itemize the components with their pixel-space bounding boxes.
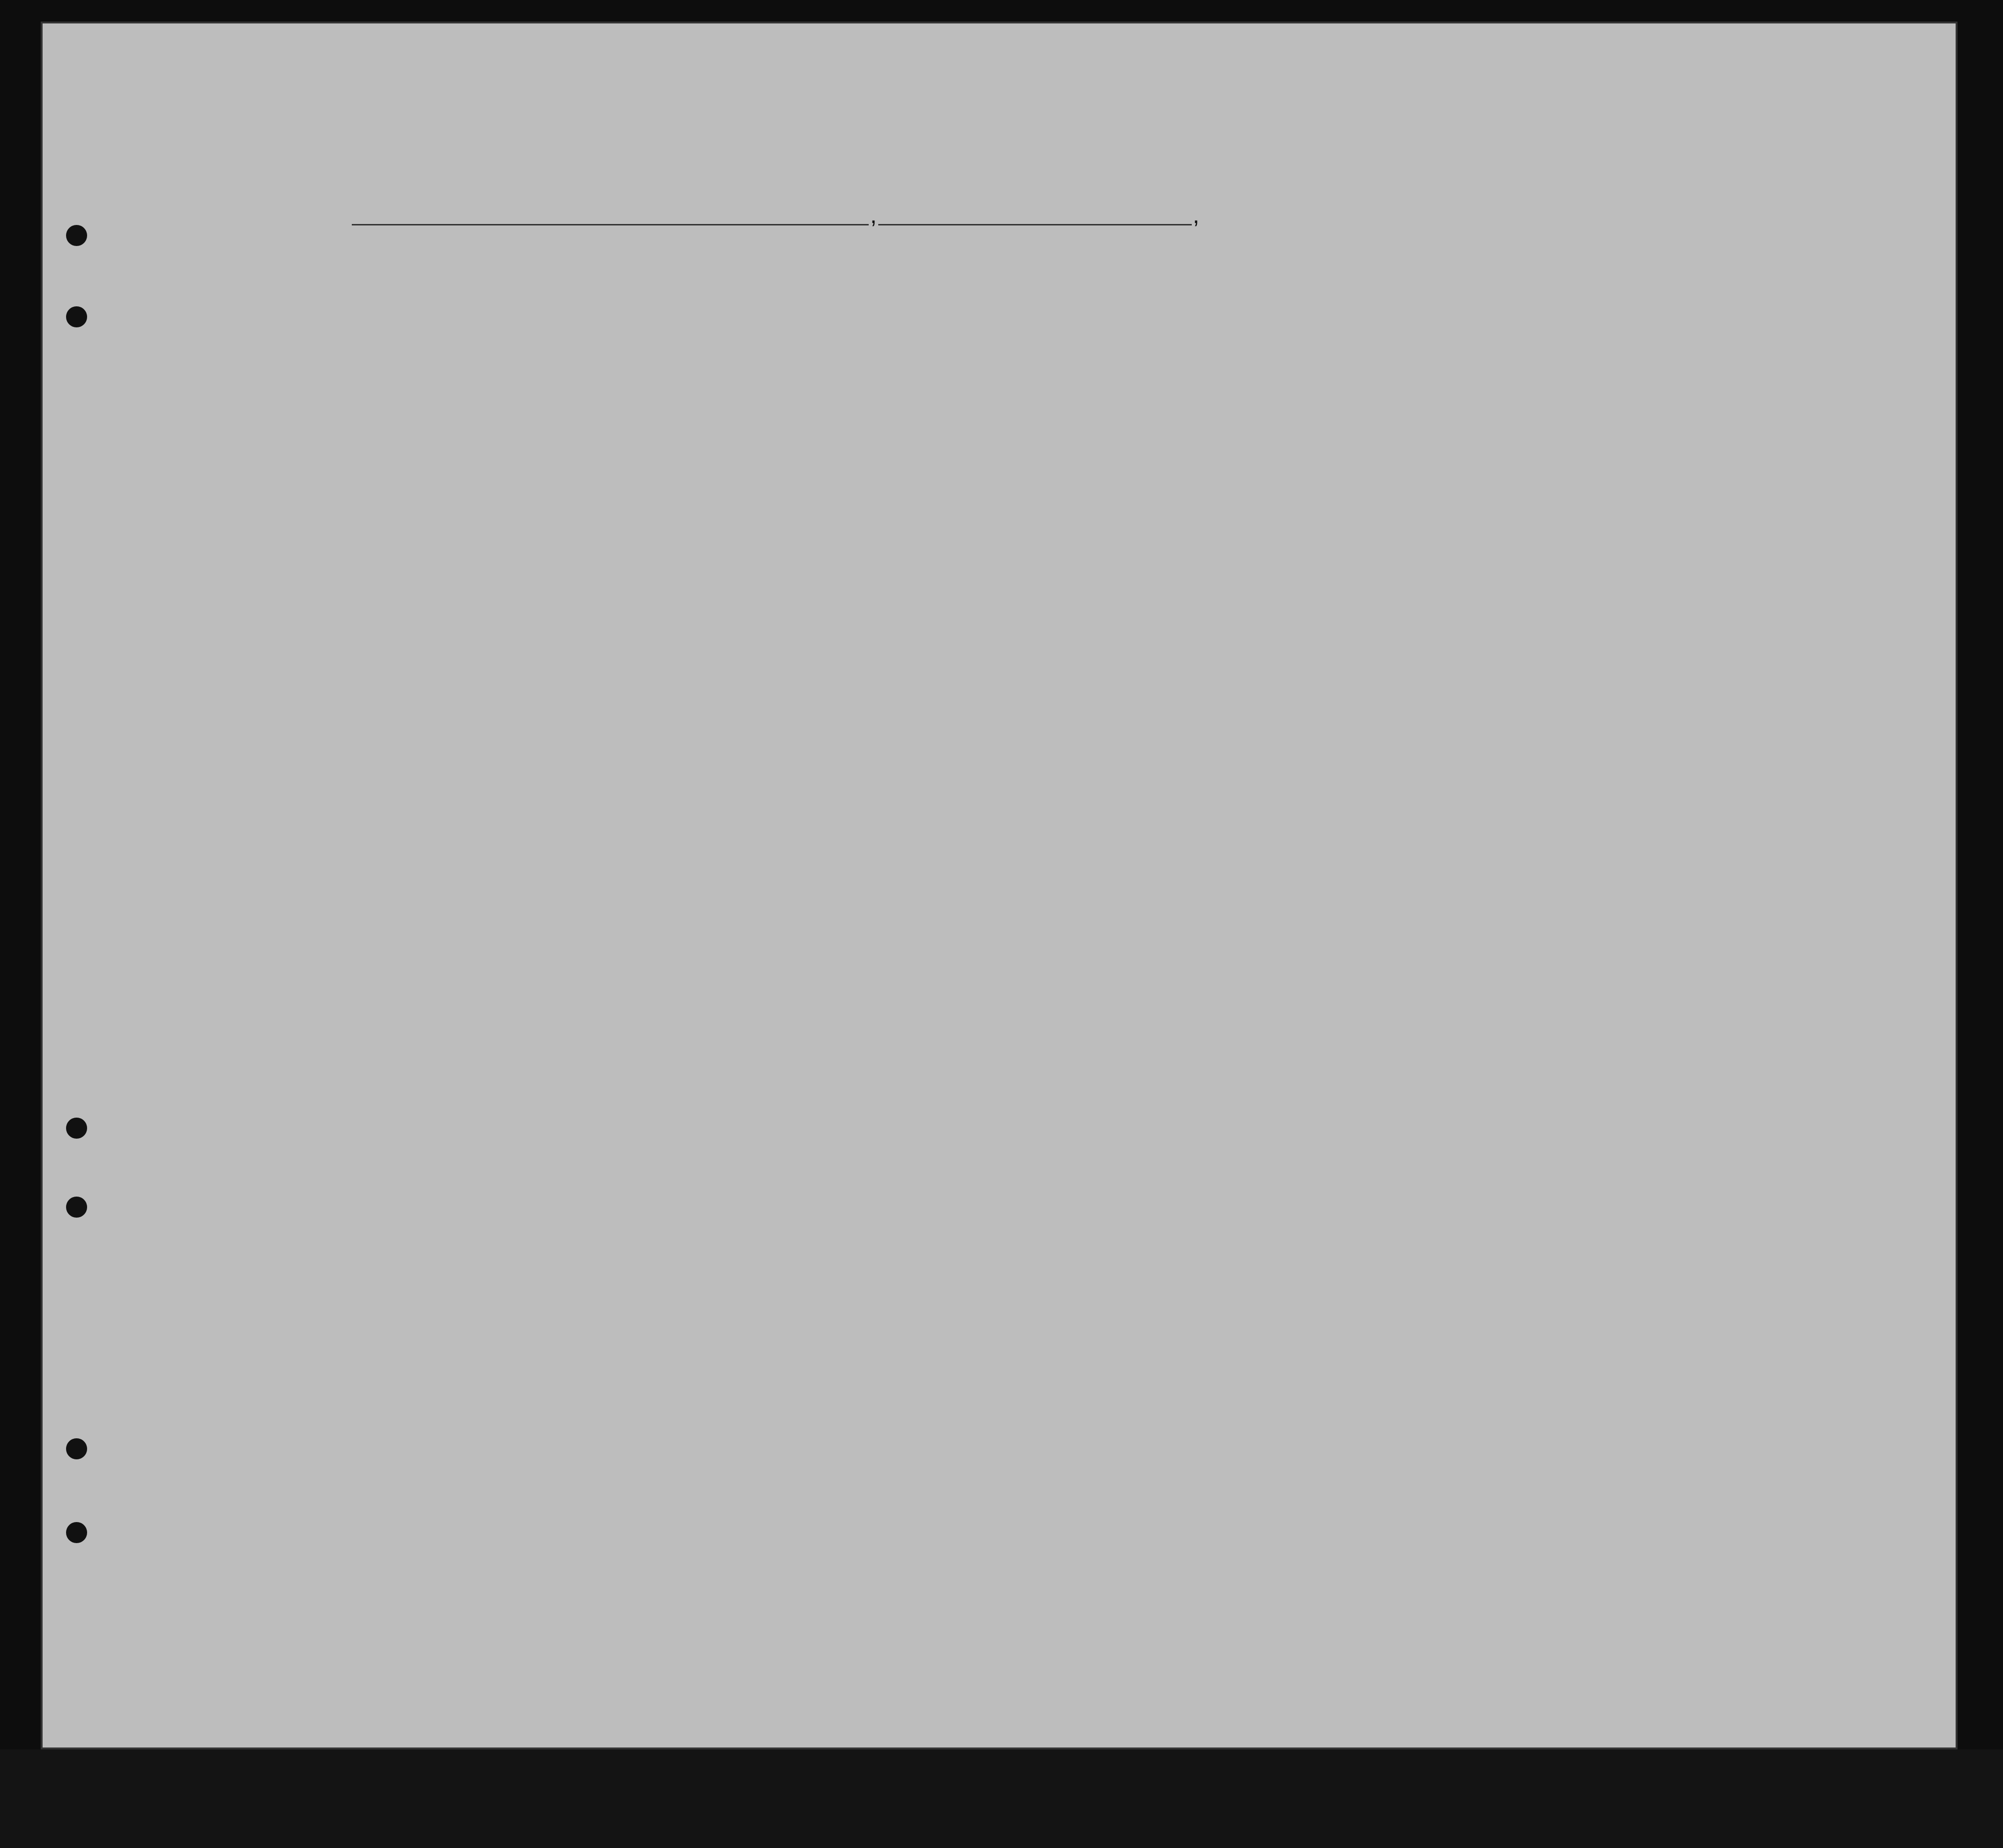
port-underline: [352, 224, 869, 225]
binder-hole: [66, 1197, 87, 1218]
binder-hole: [66, 1118, 87, 1139]
comma: ,: [870, 202, 877, 228]
comma: ,: [1193, 202, 1199, 228]
page-bottom-edge: [0, 1749, 2003, 1848]
binder-hole: [66, 306, 87, 327]
binder-hole: [66, 225, 87, 246]
manifest-sheet: [41, 22, 1958, 1749]
date-underline: [878, 224, 1192, 225]
binder-hole: [66, 1522, 87, 1543]
binder-hole: [66, 1438, 87, 1459]
